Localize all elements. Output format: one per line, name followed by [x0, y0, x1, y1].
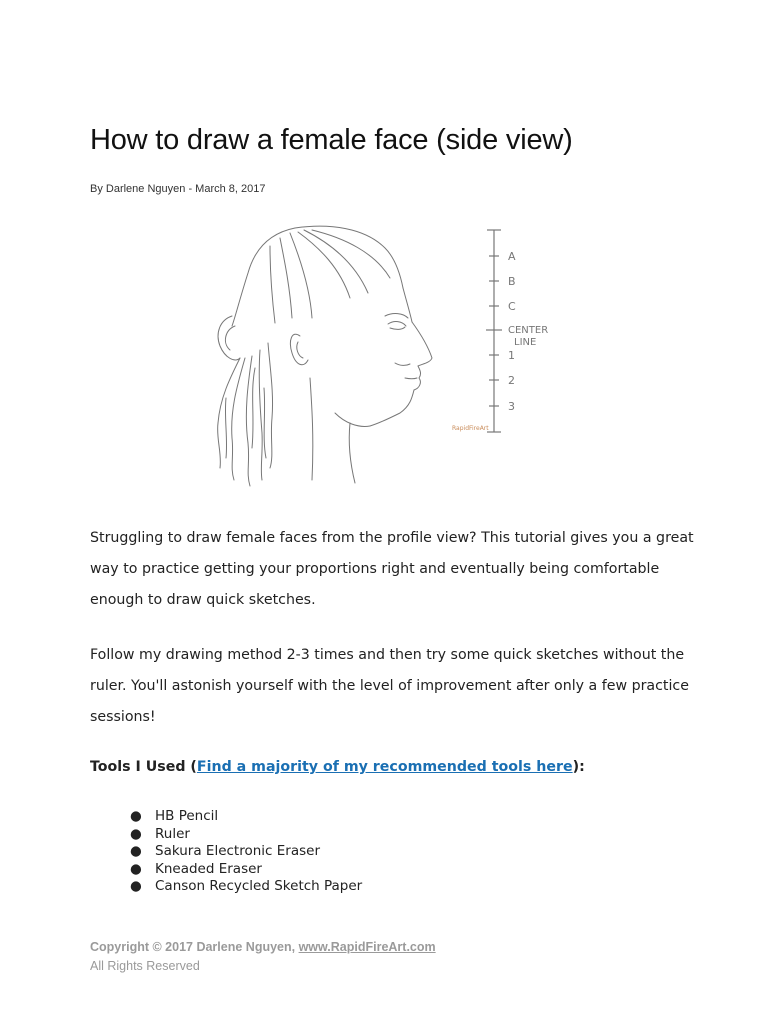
tools-heading-prefix: Tools I Used ( [90, 759, 197, 775]
ruler-label-3: 3 [508, 400, 515, 413]
ruler-label-a: A [508, 250, 516, 263]
tools-list [130, 808, 362, 896]
list-item [130, 826, 362, 844]
tool-label: HB Pencil [155, 808, 219, 824]
copyright-footer [90, 938, 436, 976]
profile-sketch-figure [200, 218, 560, 490]
list-item [130, 843, 362, 861]
method-paragraph: Follow my drawing method 2-3 times and then try some quick sketches without the ruler. You'll astonish yourself with the level of improvement after only a few practice sessions! [90, 647, 689, 725]
copyright-text: Copyright © 2017 Darlene Nguyen, [90, 940, 299, 954]
bullet-icon: ● [130, 878, 142, 894]
bullet-icon: ● [130, 860, 142, 877]
bullet-icon: ● [130, 843, 142, 859]
ruler-label-center: CENTER [508, 325, 549, 336]
tool-label: Sakura Electronic Eraser [155, 843, 320, 859]
tool-label: Ruler [155, 825, 190, 842]
ruler-label-1: 1 [508, 349, 515, 362]
list-item [130, 861, 362, 879]
byline: By Darlene Nguyen - March 8, 2017 [90, 183, 266, 195]
watermark-text: RapidFireArt [452, 425, 489, 432]
tools-heading [90, 759, 585, 775]
copyright-line [90, 938, 436, 957]
list-item [130, 808, 362, 826]
bullet-icon: ● [130, 808, 142, 824]
ruler-label-2: 2 [508, 374, 515, 387]
rights-text: All Rights Reserved [90, 959, 200, 973]
tool-label: Kneaded Eraser [155, 860, 262, 877]
list-item [130, 878, 362, 896]
bullet-icon: ● [130, 825, 142, 842]
intro-paragraph: Struggling to draw female faces from the profile view? This tutorial gives you a great way to practice getting your proportions right and eventually being comfortable enough to draw quick sketches. [90, 530, 694, 608]
ruler-label-b: B [508, 275, 516, 288]
recommended-tools-link[interactable]: Find a majority of my recommended tools here [196, 759, 573, 775]
profile-sketch-image [200, 218, 560, 490]
tool-label: Canson Recycled Sketch Paper [155, 878, 363, 894]
ruler-label-c: C [508, 300, 516, 313]
page-title: How to draw a female face (side view) [90, 124, 573, 156]
ruler-label-line: LINE [514, 337, 537, 348]
tools-heading-suffix: ): [572, 759, 585, 775]
site-link[interactable]: www.RapidFireArt.com [298, 940, 436, 954]
